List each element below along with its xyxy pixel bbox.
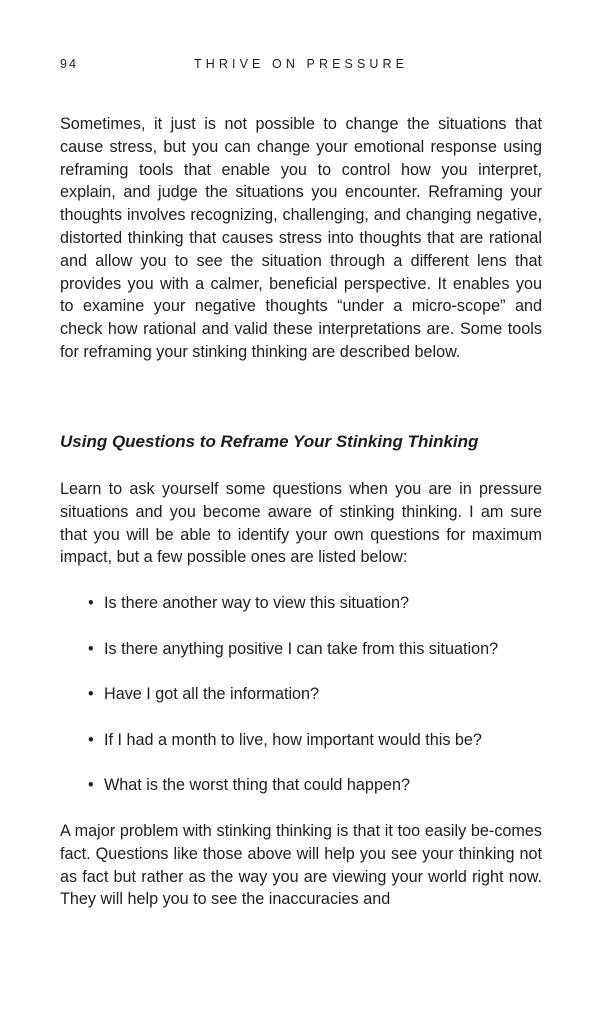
bullet-icon: •: [88, 776, 94, 795]
question-text: Is there another way to view this situation?: [104, 594, 410, 612]
list-item: [60, 683, 542, 729]
list-item: [60, 774, 542, 820]
question-text: Have I got all the information?: [104, 685, 320, 704]
question-text: What is the worst thing that could happen?: [104, 776, 410, 795]
page-number: 94: [60, 57, 78, 71]
closing-paragraph: A major problem with stinking thinking is that it too easily be-comes fact. Questions like those above will help you see your thinking not as fact but rather as the way you are viewing your world right now. They will help you to see the inaccuracies and: [60, 822, 542, 909]
list-item: [60, 592, 542, 638]
book-title: THRIVE ON PRESSURE: [194, 57, 409, 71]
list-item: [60, 729, 542, 775]
list-item: [60, 638, 542, 684]
section-heading: Using Questions to Reframe Your Stinking Thinking: [60, 432, 479, 451]
bullet-icon: •: [88, 730, 94, 749]
bullet-icon: •: [88, 685, 94, 704]
bullet-icon: •: [88, 639, 94, 658]
question-list: [60, 592, 542, 820]
questions-intro-paragraph: Learn to ask yourself some questions when you are in pressure situations and you become aware of stinking thinking. I am sure that you will be able to identify your own questions for maximum impact, but a few possible ones are listed below:: [60, 480, 542, 567]
question-text: Is there anything positive I can take from this situation?: [104, 639, 499, 658]
running-header: [60, 57, 542, 75]
question-text: If I had a month to live, how important would this be?: [104, 730, 482, 749]
intro-paragraph: Sometimes, it just is not possible to change the situations that cause stress, but you can change your emotional response using reframing tools that enable you to control how you interpret, explain, and judge the situations you encounter. Reframing your thoughts involves recognizing, challenging, and changing negative, distorted thinking that causes stress into thoughts that are rational and allow you to see the situation through a different lens that provides you with a calmer, beneficial perspective. It enables you to examine your negative thoughts “under a micro-scope” and check how rational and valid these interpretations are. Some tools for reframing your stinking thinking are described below.: [60, 115, 542, 361]
bullet-icon: •: [88, 594, 94, 612]
